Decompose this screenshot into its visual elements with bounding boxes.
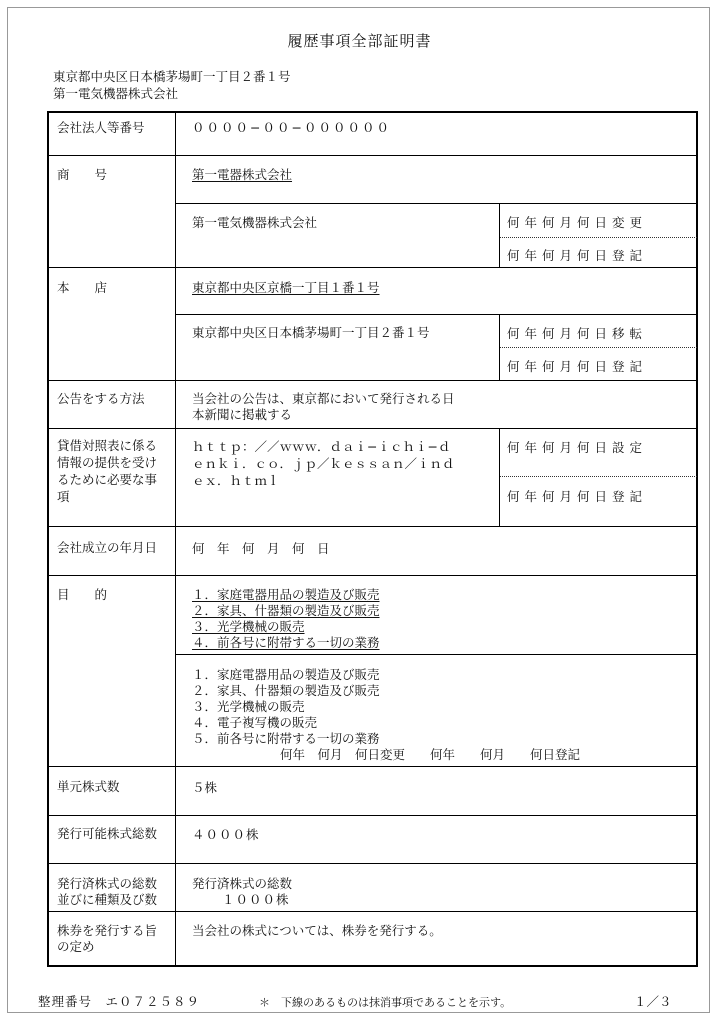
date-trade-name-register: 何年何月何日登記 <box>507 248 648 263</box>
purpose-change-date: 何年 何月 何日変更 何年 何月 何日登記 <box>280 747 581 762</box>
label-certificates-1: 株券を発行する旨 <box>57 923 158 938</box>
sub-row-divider <box>176 203 697 204</box>
label-notice-method: 公告をする方法 <box>57 391 145 406</box>
purpose-old-item: １．家庭電器用品の製造及び販売 <box>192 587 380 602</box>
value-issued-shares-2: １０００株 <box>222 892 290 907</box>
label-trade-name: 商 号 <box>57 167 108 182</box>
row-divider <box>48 267 697 268</box>
value-issued-shares-1: 発行済株式の総数 <box>192 876 293 891</box>
value-trade-name-old: 第一電器株式会社 <box>192 167 293 182</box>
label-corp-number: 会社法人等番号 <box>57 120 145 135</box>
label-head-office: 本 店 <box>57 280 108 295</box>
purpose-old-item: ４．前各号に附帯する一切の業務 <box>192 635 380 650</box>
label-balance-sheet-4: 項 <box>57 489 70 504</box>
row-divider <box>48 575 697 576</box>
label-certificates-2: の定め <box>57 939 95 954</box>
date-trade-name-change: 何年何月何日変更 <box>507 215 648 230</box>
purpose-new-item: ２．家具、什器類の製造及び販売 <box>192 683 380 698</box>
footer-note: ＊ 下線のあるものは抹消事項であることを示す。 <box>259 996 512 1009</box>
label-balance-sheet-2: 情報の提供を受け <box>57 455 158 470</box>
date-separator <box>500 237 697 238</box>
date-separator <box>500 476 697 477</box>
purpose-old-item: ３．光学機械の販売 <box>192 619 305 634</box>
column-divider <box>175 112 176 966</box>
row-divider <box>48 815 697 816</box>
purpose-old-item: ２．家具、什器類の製造及び販売 <box>192 603 380 618</box>
address-line-1: 東京都中央区日本橋茅場町一丁目２番１号 <box>53 69 291 84</box>
label-established: 会社成立の年月日 <box>57 540 158 555</box>
document-title: 履歴事項全部証明書 <box>287 32 432 50</box>
row-divider <box>48 911 697 912</box>
row-divider <box>48 526 697 527</box>
sub-row-divider <box>176 314 697 315</box>
value-balance-sheet-url-2: ｅｎｋｉ．ｃｏ．ｊｐ／ｋｅｓｓａｎ／ｉｎｄ <box>192 456 455 471</box>
footer-reference: 整理番号 エ０７２５８９ <box>38 994 201 1009</box>
purpose-new-item: １．家庭電器用品の製造及び販売 <box>192 667 380 682</box>
date-balance-sheet-register: 何年何月何日登記 <box>507 489 648 504</box>
value-unit-shares: ５株 <box>192 780 218 795</box>
value-notice-method-line1: 当会社の公告は、東京都において発行される日 <box>192 391 455 406</box>
date-head-office-register: 何年何月何日登記 <box>507 359 648 374</box>
label-issued-shares-1: 発行済株式の総数 <box>57 876 158 891</box>
label-authorized-shares: 発行可能株式総数 <box>57 826 158 841</box>
row-divider <box>48 155 697 156</box>
date-separator <box>500 347 697 348</box>
value-balance-sheet-url-3: ｅｘ．ｈｔｍｌ <box>192 473 280 488</box>
value-balance-sheet-url-1: ｈｔｔｐ：／／ｗｗｗ．ｄａｉ−ｉｃｈｉ−ｄ <box>192 439 451 454</box>
row-divider <box>48 380 697 381</box>
purpose-new-item: ３．光学機械の販売 <box>192 699 305 714</box>
address-line-2: 第一電気機器株式会社 <box>53 86 179 101</box>
value-established: 何 年 何 月 何 日 <box>192 541 330 556</box>
value-trade-name-new: 第一電気機器株式会社 <box>192 215 318 230</box>
value-head-office-new: 東京都中央区日本橋茅場町一丁目２番１号 <box>192 325 430 340</box>
footer-page-number: １／３ <box>634 994 672 1009</box>
date-column-divider <box>499 428 500 526</box>
row-divider <box>48 863 697 864</box>
label-issued-shares-2: 並びに種類及び数 <box>57 892 158 907</box>
date-head-office-move: 何年何月何日移転 <box>507 326 648 341</box>
row-divider <box>48 428 697 429</box>
label-purpose: 目 的 <box>57 587 108 602</box>
value-notice-method-line2: 本新聞に掲載する <box>192 407 293 422</box>
date-column-divider <box>499 203 500 267</box>
value-certificates: 当会社の株式については、株券を発行する。 <box>192 923 442 938</box>
row-divider <box>48 766 697 767</box>
value-corp-number: ００００−００−００００００ <box>192 120 391 135</box>
label-balance-sheet-3: るために必要な事 <box>57 472 158 487</box>
date-balance-sheet-set: 何年何月何日設定 <box>507 440 648 455</box>
label-unit-shares: 単元株式数 <box>57 779 120 794</box>
purpose-new-item: ４．電子複写機の販売 <box>192 715 318 730</box>
value-authorized-shares: ４０００株 <box>192 827 260 842</box>
sub-row-divider <box>176 654 697 655</box>
purpose-new-item: ５．前各号に附帯する一切の業務 <box>192 731 380 746</box>
value-head-office-old: 東京都中央区京橋一丁目１番１号 <box>192 280 380 295</box>
label-balance-sheet-1: 貸借対照表に係る <box>57 438 158 453</box>
